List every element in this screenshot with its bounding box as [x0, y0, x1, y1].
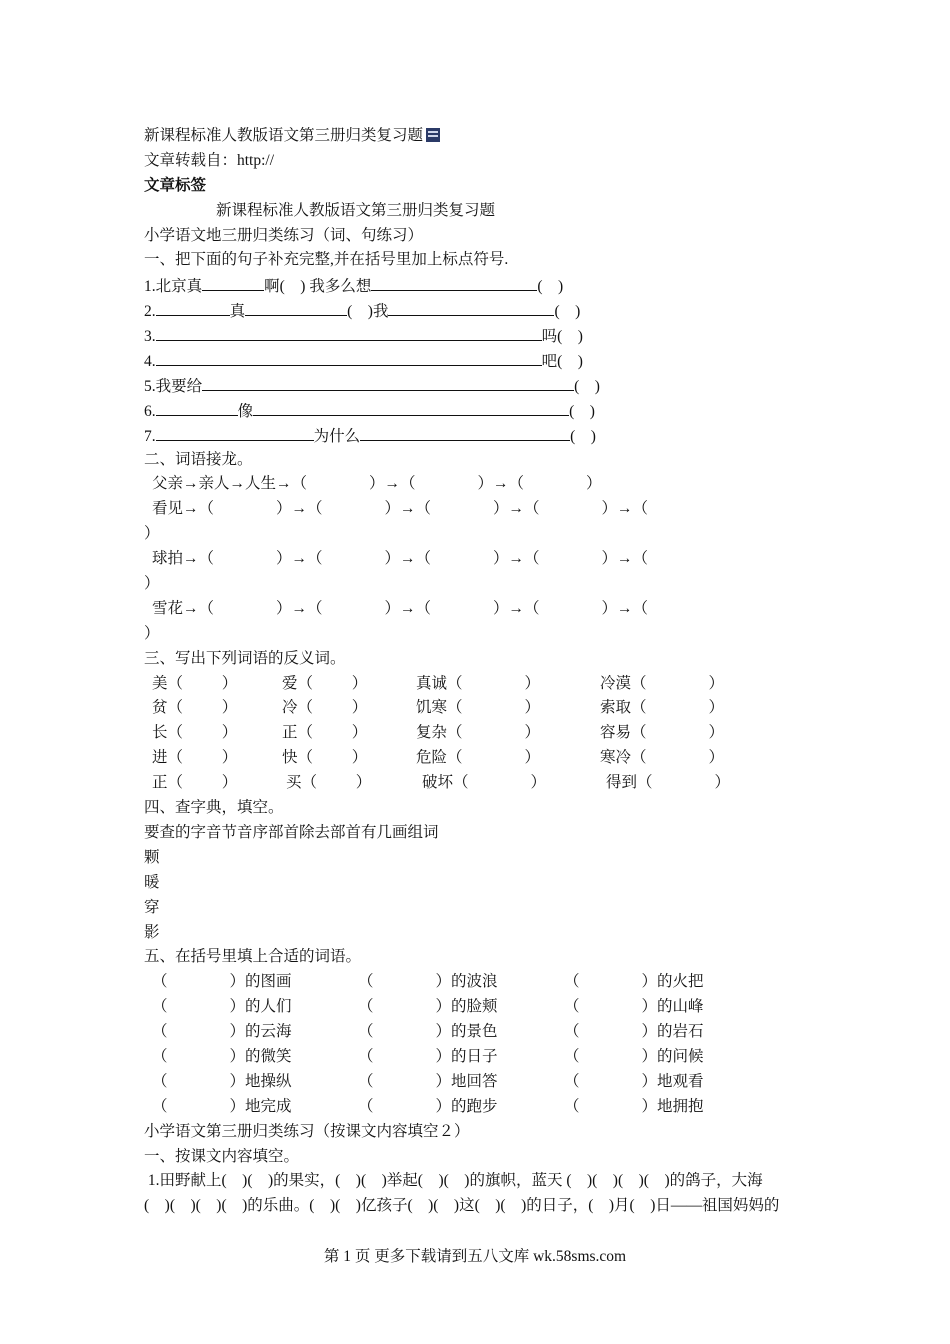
section3-title: 三、写出下列词语的反义词。 — [144, 649, 346, 667]
sentence-3: 3. 吗( ) — [144, 323, 814, 348]
doc-title[interactable]: 新课程标准人教版语文第三册归类复习题 — [144, 127, 424, 144]
sentence-6: 6. 像 ( ) — [144, 398, 814, 423]
document-page — [144, 124, 814, 1219]
word-chain-4-close: ） — [144, 624, 160, 642]
antonym-row: 贫（ ） 冷（ ） 饥寒（ ） 索取（ ） — [152, 699, 725, 717]
dictionary-header-row: 要查的字音节音序部首除去部首有几画组词 — [144, 823, 439, 841]
dictionary-char: 暖 — [144, 873, 160, 891]
part2-heading: 小学语文第三册归类练习（按课文内容填空２） — [144, 1122, 470, 1140]
doc-title-line — [144, 124, 814, 149]
antonym-row: 长（ ） 正（ ） 复杂（ ） 容易（ ） — [152, 724, 725, 742]
section2-title: 二、词语接龙。 — [144, 450, 253, 468]
fill-word-row: （ ）地操纵 （ ）地回答 （ ）地观看 — [152, 1072, 704, 1090]
sentence-2: 2. 真 ( )我 ( ) — [144, 298, 814, 323]
dictionary-char: 穿 — [144, 898, 160, 916]
fill-word-row: （ ）的人们 （ ）的脸颊 （ ）的山峰 — [152, 998, 704, 1016]
sentence-5: 5.我要给 ( ) — [144, 373, 814, 398]
antonym-row: 进（ ） 快（ ） 危险（ ） 寒冷（ ） — [152, 749, 725, 767]
antonym-row: 正（ ） 买（ ） 破坏（ ） 得到（ ） — [152, 774, 731, 792]
part2-section1-title: 一、按课文内容填空。 — [144, 1147, 300, 1165]
site-logo-icon — [426, 128, 440, 142]
word-chain-3: 球拍→（ ）→（ ）→（ ）→（ ）→（ — [152, 550, 649, 568]
word-chain-2-close: ） — [144, 525, 160, 543]
section1-title: 一、把下面的句子补充完整,并在括号里加上标点符号. — [144, 251, 509, 269]
word-chain-2: 看见→（ ）→（ ）→（ ）→（ ）→（ — [152, 500, 649, 518]
dictionary-char: 影 — [144, 923, 160, 941]
fill-word-row: （ ）的微笑 （ ）的日子 （ ）的问候 — [152, 1047, 704, 1065]
section5-title: 五、在括号里填上合适的词语。 — [144, 948, 362, 966]
sentence-7: 7. 为什么 ( ) — [144, 423, 814, 448]
section4-title: 四、查字典，填空。 — [144, 799, 284, 817]
word-chain-1: 父亲→亲人→人生→（ ）→（ ）→（ ） — [152, 475, 602, 493]
fill-paragraph-line-2: ( )( )( )( )的乐曲。( )( )亿孩子( )( )这( )( )的日子，( )月( )日——祖国妈妈的 — [144, 1197, 780, 1215]
source-line: 文章转载自：http:// — [144, 151, 275, 169]
antonym-row: 美（ ） 爱（ ） 真诚（ ） 冷漠（ ） — [152, 674, 725, 692]
tags-label: 文章标签 — [144, 176, 207, 194]
word-chain-3-close: ） — [144, 575, 160, 593]
fill-paragraph-line-1: 1.田野献上( )( )的果实，( )( )举起( )( )的旗帜，蓝天 ( )( )( )( )的鸽子，大海 — [144, 1172, 763, 1190]
part1-heading: 小学语文地三册归类练习（词、句练习） — [144, 226, 424, 244]
sentence-1: 1.北京真 啊( ) 我多么想 ( ) — [144, 273, 814, 298]
page-footer: 第 1 页 更多下载请到五八文库 wk.58sms.com — [323, 1248, 627, 1265]
word-chain-4: 雪花→（ ）→（ ）→（ ）→（ ）→（ — [152, 599, 649, 617]
dictionary-char: 颗 — [144, 848, 160, 866]
fill-word-row: （ ）的云海 （ ）的景色 （ ）的岩石 — [152, 1023, 704, 1041]
center-title: 新课程标准人教版语文第三册归类复习题 — [216, 201, 496, 219]
fill-word-row: （ ）地完成 （ ）的跑步 （ ）地拥抱 — [152, 1097, 704, 1115]
sentence-4: 4. 吧( ) — [144, 348, 814, 373]
fill-word-row: （ ）的图画 （ ）的波浪 （ ）的火把 — [152, 973, 704, 991]
